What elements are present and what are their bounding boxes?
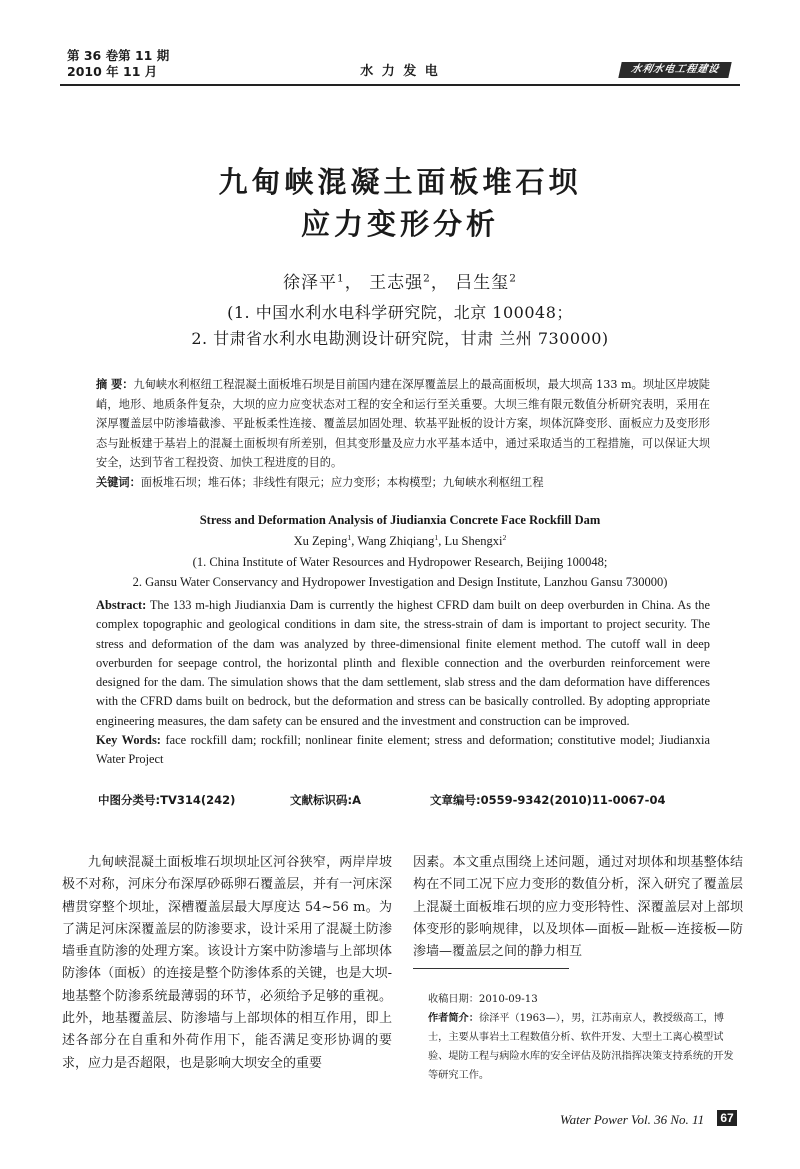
page-number: 67 [717,1110,737,1126]
author-en-1: Xu Zeping [293,534,348,548]
keywords-cn-text: 面板堆石坝；堆石体；非线性有限元；应力变形；本构模型；九甸峡水利枢纽工程 [140,475,544,489]
header-rule [60,84,740,86]
body-column-2: 因素。本文重点围绕上述问题，通过对坝体和坝基整体结构在不同工况下应力变形的数值分析，深入研究了覆盖层上混凝土面板堆石坝的应力变形特性、深覆盖层对上部坝体变形的影响规律，以及坝体—面板—趾板—连接板—防渗墙—覆盖层之间的静力相互 [413,855,743,960]
article-number: 文章编号:0559-9342(2010)11-0067-04 [430,793,666,807]
authors-cn: 徐泽平$^1$， 王志强$^2$， 吕生玺$^2$ [283,272,517,293]
footer-journal: Water Power Vol. 36 No. 11 [560,1112,705,1127]
clc-number: 中图分类号:TV314(242) [98,793,236,807]
author-1: 徐泽平 [283,273,338,293]
abstract-cn-text: 九甸峡水利枢纽工程混凝土面板堆石坝是目前国内建在深厚覆盖层上的最高面板坝，最大坝高 133 m。坝址区岸坡陡峭，地形、地质条件复杂，大坝的应力应变状态对工程的安全和运行至关重要。大坝三维有限元数值分析研究表明，采用在深厚覆盖层中防渗墙截渗、平趾板柔性连接、覆盖层加固处理、软基平趾板的设计方案，坝体沉降变形、面板应力及变形形态与趾板建于基岩上的混凝土面板坝有所差别，但其变形量及应力水平基本适中，通过采取适当的工程措施，可以保证大坝安全，达到节省工程投资、加快工程进度的目的。 [96,378,710,469]
abstract-en-text: The 133 m-high Jiudianxia Dam is currently the highest CFRD dam built on deep overburden in China. As the complex topographic and geological conditions in dam site, the stress-strain of dam is important to project security. The stress and deformation of the dam was analyzed by three-dimensional finite element method. The cutoff wall in deep overburden for seepage control, the horizontal plinth and flexible connection and the overburden reinforcement were designed for the dam. The simulation shows that the dam settlement, slab stress and the dam deformation have differences with the CFRD dams built on bedrock, but the deformation and stress can be basically controlled. By adopting appropriate engineering measures, the dam safety can be ensured and the investment and construction can be improved. [96,598,710,728]
keywords-en-label: Key Words: [96,733,161,748]
title-line-2: 应力变形分析 [300,207,499,241]
author-3: 吕生玺 [455,273,510,293]
title-en: Stress and Deformation Analysis of Jiudianxia Concrete Face Rockfill Dam [199,513,601,527]
keywords-en-text: face rockfill dam; rockfill; nonlinear finite element; stress and deformation; constitutive model; Jiudianxia Water Project [96,733,711,767]
abstract-cn [96,375,710,492]
affiliation-cn-1: (1. 中国水利水电科学研究院，北京 100048； [227,303,573,322]
journal-name: 水 力 发 电 [360,64,440,79]
section-banner: 水利水电工程建设 [618,62,731,78]
footnote-rule [413,968,569,969]
affiliation-en-2: 2. Gansu Water Conservancy and Hydropower Investigation and Design Institute, Lanzhou Gansu 730000) [132,575,668,589]
bio-text: 徐泽平（1963—），男，江苏南京人，教授级高工，博士，主要从事岩土工程数值分析、软件开发、大型土工离心模型试验、堤防工程与病险水库的安全评估及防汛指挥决策支持系统的开发等研究工作。 [428,1013,734,1081]
volume-line: 第 36 卷第 11 期 [67,48,170,63]
title-line-1: 九甸峡混凝土面板堆石坝 [218,165,582,199]
document-code: 文献标识码:A [290,793,361,807]
abstract-en-label: Abstract: [96,598,147,612]
received-date: 收稿日期：2010-09-13 [428,994,538,1005]
author-2: 王志强 [369,273,424,293]
abstract-en [96,596,710,770]
body-column-1: 九甸峡混凝土面板堆石坝坝址区河谷狭窄，两岸岸坡极不对称，河床分布深厚砂砾卵石覆盖层，并有一河床深槽贯穿整个坝址，深槽覆盖层最大厚度达 54~56 m。为了满足河床深覆盖层的防渗要求，设计采用了混凝土防渗墙垂直防渗的处理方案。该设计方案中防渗墙与上部坝体防渗体（面板）的连接是整个防渗体系的关键，也是大坝-地基整个防渗系统最薄弱的环节，必须给予足够的重视。此外，地基覆盖层、防渗墙与上部坝体的相互作用，即上述各部分在自重和外荷作用下，能否满足变形协调的要求，应力是否超限，也是影响大坝安全的重要 [62,855,392,1071]
author-en-2: Wang Zhiqiang [357,534,435,548]
affiliation-en-1: (1. China Institute of Water Resources and Hydropower Research, Beijing 100048; [192,555,608,569]
abstract-cn-label: 摘 要： [96,378,134,391]
keywords-cn-label: 关键词： [96,475,141,489]
date-line: 2010 年 11 月 [67,64,158,79]
author-en-3: Lu Shengxi [444,534,503,548]
footnote [428,990,738,1085]
authors-en: Xu Zeping$^1$, Wang Zhiqiang$^1$, Lu Shengxi$^2$ [293,532,507,548]
affiliation-cn-2: 2. 甘肃省水利水电勘测设计研究院，甘肃 兰州 730000) [191,329,609,348]
bio-label: 作者简介： [428,1013,479,1024]
